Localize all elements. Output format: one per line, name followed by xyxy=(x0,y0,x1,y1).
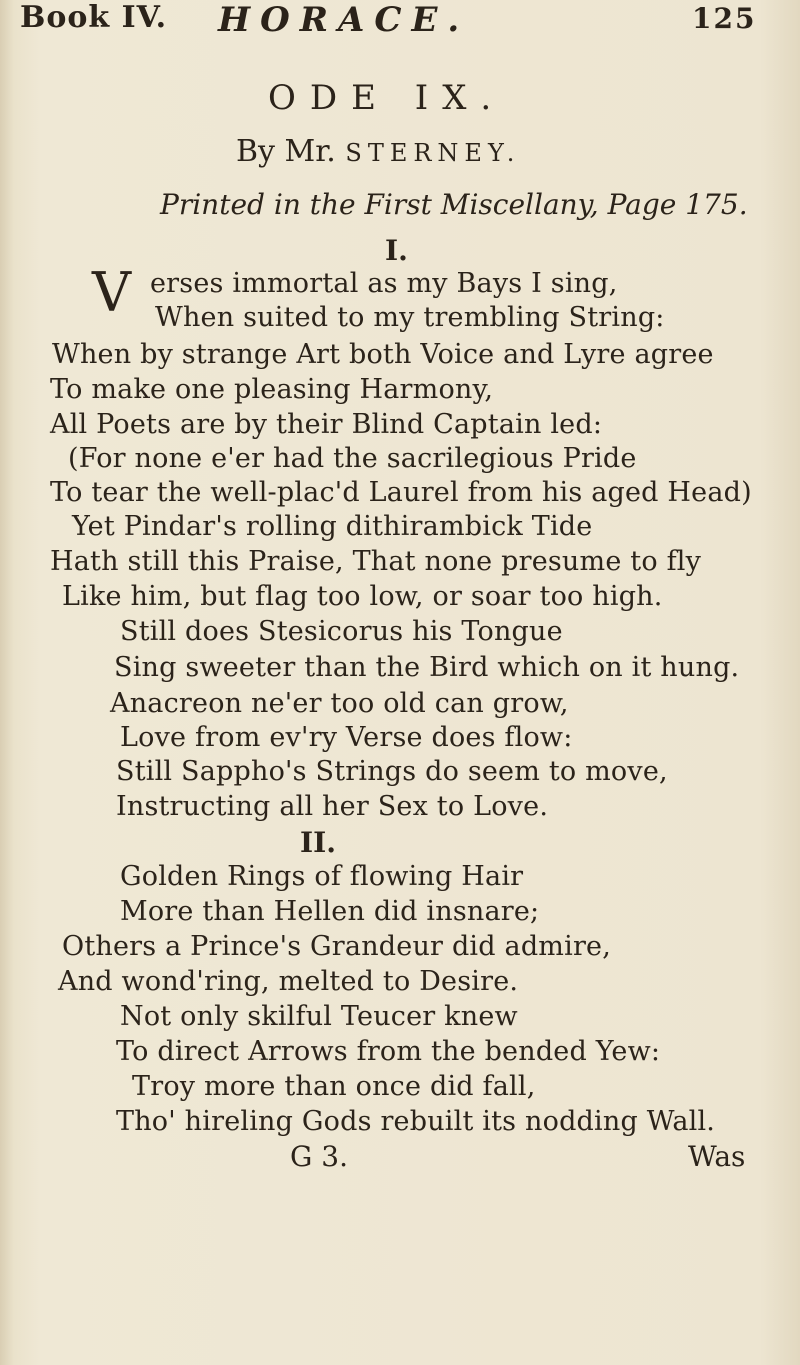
verse-line: (For none e'er had the sacrilegious Pride xyxy=(68,443,637,474)
verse-line: Yet Pindar's rolling dithirambick Tide xyxy=(72,511,593,542)
verse-line: To direct Arrows from the bended Yew: xyxy=(116,1036,661,1067)
stanza-number-1: I. xyxy=(385,234,408,267)
ode-title: ODE IX. xyxy=(268,78,506,118)
verse-line: All Poets are by their Blind Captain led: xyxy=(50,409,603,440)
verse-line: Hath still this Praise, That none presume to fly xyxy=(50,546,702,577)
stanza-number-2: II. xyxy=(300,826,336,859)
verse-line: Troy more than once did fall, xyxy=(132,1071,536,1102)
verse-line: Others a Prince's Grandeur did admire, xyxy=(62,931,612,962)
signature-mark: G 3. xyxy=(290,1140,348,1173)
page-number: 125 xyxy=(692,2,757,35)
verse-line: Not only skilful Teucer knew xyxy=(120,1001,518,1032)
verse-line: To tear the well-plac'd Laurel from his aged Head) xyxy=(50,477,752,508)
verse-line: To make one pleasing Harmony, xyxy=(50,374,494,405)
running-head-book: Book IV. xyxy=(20,0,168,35)
verse-line: And wond'ring, melted to Desire. xyxy=(58,966,519,997)
running-head xyxy=(0,0,800,40)
verse-line: Still does Stesicorus his Tongue xyxy=(120,616,563,647)
drop-cap: V xyxy=(92,261,131,324)
verse-line: When suited to my trembling String: xyxy=(155,302,665,333)
verse-line: Like him, but flag too low, or soar too high. xyxy=(62,581,663,612)
verse-line: Love from ev'ry Verse does flow: xyxy=(120,722,573,753)
printed-note: Printed in the First Miscellany, Page 175. xyxy=(160,188,748,221)
verse-line: More than Hellen did insnare; xyxy=(120,896,540,927)
catchword: Was xyxy=(688,1140,746,1173)
verse-line: Golden Rings of flowing Hair xyxy=(120,861,524,892)
running-head-title: HORACE. xyxy=(218,0,470,40)
verse-line: Still Sappho's Strings do seem to move, xyxy=(116,756,668,787)
verse-line: Instructing all her Sex to Love. xyxy=(116,791,549,822)
verse-line: Sing sweeter than the Bird which on it hung. xyxy=(114,652,740,683)
byline-name: STERNEY. xyxy=(345,139,521,167)
verse-line: erses immortal as my Bays I sing, xyxy=(150,268,618,299)
byline xyxy=(236,134,520,169)
byline-prefix: By Mr. xyxy=(236,134,336,169)
verse-line: Tho' hireling Gods rebuilt its nodding Wall. xyxy=(116,1106,716,1137)
verse-line: Anacreon ne'er too old can grow, xyxy=(110,688,569,719)
verse-line: When by strange Art both Voice and Lyre agree xyxy=(52,339,714,370)
